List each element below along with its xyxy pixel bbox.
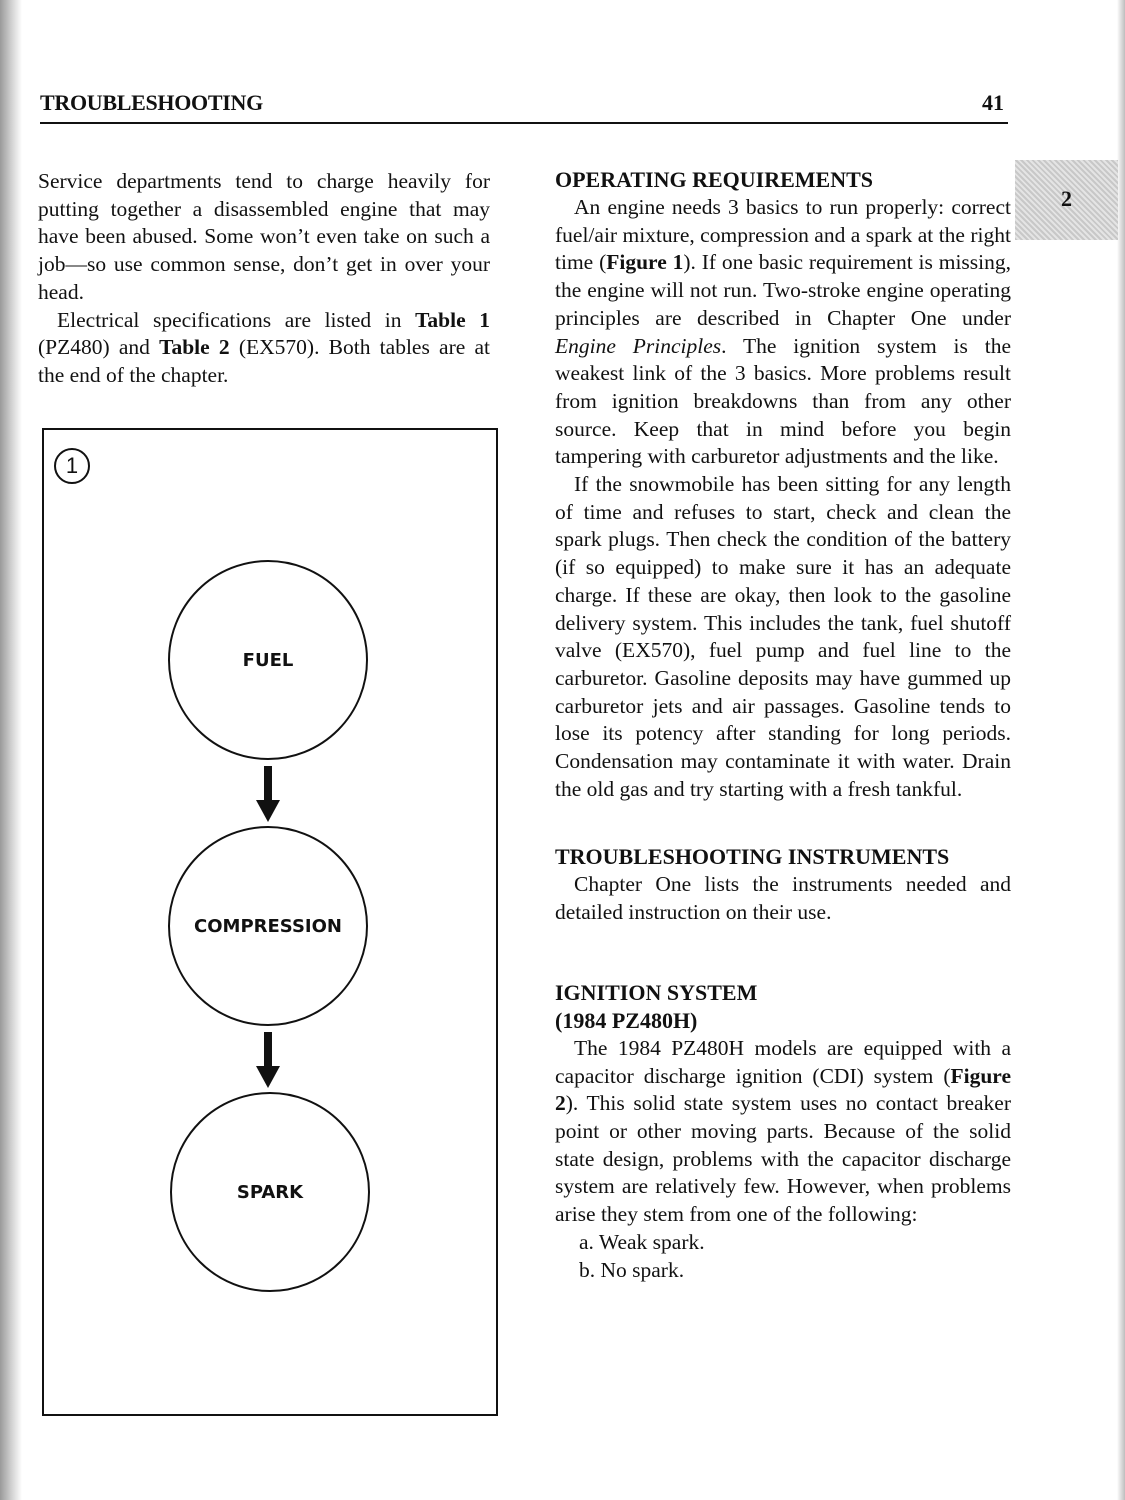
text-run: ). If one basic requirement is missing, the engine will not run. Two-stroke engine operating principles are described in Chapter One under <box>555 250 1012 330</box>
fuel-circle <box>168 560 368 760</box>
left-paragraph-1: Service departments tend to charge heavily for putting together a disassembled engine that may have been abused. Some won’t even take on such a job—so use common sense, don’t get in over your head. <box>38 169 490 304</box>
chapter-tab-number: 2 <box>1061 186 1072 211</box>
engine-principles-ref: Engine Principles <box>555 333 722 358</box>
text-run: . The ignition system is the weakest link of the 3 basics. More problems result from ignition breakdowns than from any other source. Keep that in mind before you begin tampering with carburetor adjustments and the like. <box>555 333 1011 469</box>
text-run: (PZ480) and <box>38 335 160 360</box>
right-column <box>555 166 1011 1284</box>
compression-label: COMPRESSION <box>194 915 342 937</box>
list-item-weak-spark: a. Weak spark. <box>579 1229 705 1254</box>
section-subheading-model: (1984 PZ480H) <box>555 1007 698 1033</box>
chapter-tab <box>1015 160 1118 240</box>
section-heading-operating-requirements: OPERATING REQUIREMENTS <box>555 167 874 192</box>
page-number: 41 <box>982 90 1004 115</box>
down-arrow-icon <box>256 1032 280 1088</box>
spacer <box>555 803 1011 843</box>
list-item-no-spark: b. No spark. <box>579 1257 685 1282</box>
figure-number-badge: 1 <box>54 448 90 484</box>
left-column <box>38 168 490 390</box>
spacer <box>555 927 1011 979</box>
text-run: The 1984 PZ480H models are equipped with a capacitor discharge ignition (CDI) system ( <box>555 1035 1011 1088</box>
table-ref-2: Table 2 <box>159 335 230 360</box>
figure-1-box <box>42 428 498 1416</box>
fuel-label: FUEL <box>242 649 294 671</box>
text-run: (EX570). Both tables are at the end of the chapter. <box>38 335 490 387</box>
down-arrow-icon <box>256 766 280 822</box>
section-heading-troubleshooting-instruments: TROUBLESHOOTING INSTRUMENTS <box>555 844 950 870</box>
compression-circle <box>168 826 368 1026</box>
ignition-system-paragraph <box>555 1035 1011 1229</box>
table-ref-1: Table 1 <box>415 307 490 332</box>
text-run: Electrical specifications are listed in <box>57 307 416 332</box>
operating-requirements-paragraph-1 <box>555 194 1011 471</box>
text-run: ). This solid state system uses no contact breaker point or other moving parts. Because of the solid state design, problems with the capacitor discharge system are relatively few. However, when problems arise they stem from one of the following: <box>555 1091 1011 1227</box>
operating-requirements-paragraph-2: If the snowmobile has been sitting for any length of time and refuses to start, check and clean the spark plugs. Then check the condition of the battery (if so equipped) to make sure it has an adequate charge. If these are okay, then look to the gasoline delivery system. This includes the tank, fuel shutoff valve (EX570), fuel pump and fuel line to the carburetor. Gasoline deposits may have gummed up carburetor jets and air passages. Gasoline tends to lose its potency after standing for long periods. Condensation may contaminate it with water. Drain the old gas and try starting with a fresh tankful. <box>555 472 1011 801</box>
text-run: An engine needs 3 basics to run properly: correct fuel/air mixture, compression and a spark at the right time ( <box>555 195 1011 275</box>
section-heading-ignition-system: IGNITION SYSTEM <box>555 979 758 1005</box>
running-head <box>40 90 1008 124</box>
running-head-title: TROUBLESHOOTING <box>40 90 263 115</box>
figure-ref-2: Figure 2 <box>555 1063 1011 1116</box>
left-paragraph-2 <box>38 307 490 390</box>
page-edge-shadow <box>0 0 22 1500</box>
figure-ref-1: Figure 1 <box>606 250 684 275</box>
troubleshooting-instruments-paragraph: Chapter One lists the instruments needed and detailed instruction on their use. <box>555 872 1011 925</box>
page-edge-shadow-right <box>1117 0 1125 1500</box>
spark-circle <box>170 1092 370 1292</box>
spark-label: SPARK <box>236 1181 304 1203</box>
